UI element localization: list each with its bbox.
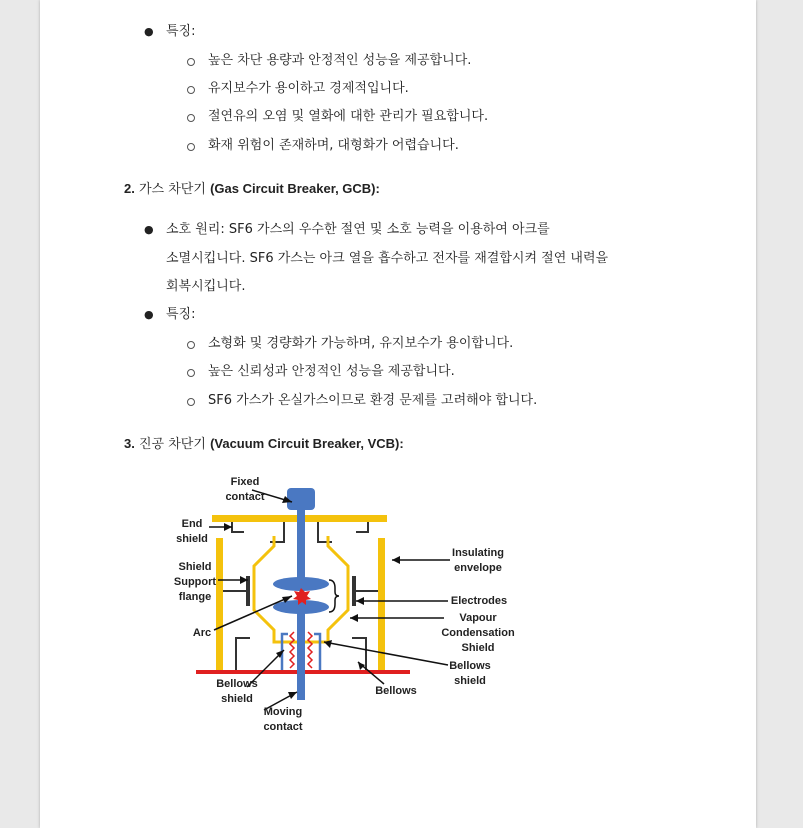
principle-label: 소호 원리: [166, 222, 225, 237]
label-insulating-2: envelope [454, 562, 502, 574]
feature-item: 소형화 및 경량화가 가능하며, 유지보수가 용이합니다. [208, 336, 514, 351]
feature-item: 높은 신뢰성과 안정적인 성능을 제공합니다. [208, 364, 455, 379]
label-vapour-2: Condensation [441, 627, 515, 639]
label-electrodes: Electrodes [450, 595, 508, 607]
inner-shield-left [270, 522, 284, 542]
label-moving-contact-1: Moving [263, 706, 303, 718]
end-shield-left [232, 522, 244, 532]
feature-item: 화재 위험이 존재하며, 대형화가 어렵습니다. [208, 138, 459, 153]
end-shield-right [356, 522, 368, 532]
principle-line: 회복시킵니다. [166, 279, 246, 294]
label-vapour-3: Shield [461, 642, 495, 654]
section-number: 3. [124, 436, 135, 451]
sub-bullet-circle [187, 86, 195, 94]
label-end-shield-2: shield [176, 533, 208, 545]
bullet-dot: ● [144, 25, 154, 38]
section-heading-vcb [124, 435, 404, 454]
principle-line [166, 221, 550, 239]
sub-bullet-circle [187, 398, 195, 406]
section-number: 2. [124, 181, 135, 196]
label-bellows-shield-right-1: Bellows [449, 660, 491, 672]
section-title-ko: 가스 차단기 [138, 182, 206, 197]
fixed-contact-top [287, 488, 315, 510]
label-shield-support-2: Support [173, 576, 217, 588]
sub-bullet-circle [187, 341, 195, 349]
label-arc: Arc [192, 627, 212, 639]
principle-line: 소멸시킵니다. SF6 가스는 아크 열을 흡수하고 전자를 재결합시켜 절연 내력을 [166, 251, 609, 266]
bullet-dot: ● [144, 223, 154, 236]
label-insulating-1: Insulating [452, 547, 504, 559]
feature-item: 절연유의 오염 및 열화에 대한 관리가 필요합니다. [208, 109, 489, 124]
label-vapour-1: Vapour [459, 612, 497, 624]
shield-support-flange-right [352, 576, 356, 606]
label-shield-support-1: Shield [178, 561, 212, 573]
principle-text: SF6 가스의 우수한 절연 및 소호 능력을 이용하여 아크를 [228, 222, 550, 237]
label-end-shield-1: End [181, 518, 203, 530]
insulating-envelope-right [378, 538, 385, 670]
section-title-ko: 진공 차단기 [138, 437, 206, 452]
moving-contact-rod [297, 612, 305, 700]
features-label: 특징: [166, 24, 196, 39]
label-bellows-shield-right-2: shield [454, 675, 486, 687]
fixed-contact-rod [297, 508, 305, 580]
vcb-diagram [132, 470, 515, 740]
bullet-dot: ● [144, 308, 154, 321]
sub-bullet-circle [187, 143, 195, 151]
feature-item: 높은 차단 용량과 안정적인 성능을 제공합니다. [208, 53, 472, 68]
label-bellows-shield-left-1: Bellows [216, 678, 258, 690]
document-page [40, 0, 756, 828]
inner-shield-right [318, 522, 332, 542]
label-bellows-shield-left-2: shield [221, 693, 253, 705]
section-title-en: (Gas Circuit Breaker, GCB): [210, 181, 380, 196]
label-shield-support-3: flange [178, 591, 212, 603]
sub-bullet-circle [187, 369, 195, 377]
section-title-en: (Vacuum Circuit Breaker, VCB): [210, 436, 404, 451]
features-label: 특징: [166, 307, 196, 322]
feature-item: SF6 가스가 온실가스이므로 환경 문제를 고려해야 합니다. [208, 393, 538, 408]
bottom-frame-left [236, 638, 250, 670]
label-fixed-contact-2: contact [225, 491, 265, 503]
label-fixed-contact-1: Fixed [230, 476, 260, 488]
label-bellows: Bellows [375, 685, 417, 697]
feature-item: 유지보수가 용이하고 경제적입니다. [208, 81, 409, 96]
sub-bullet-circle [187, 114, 195, 122]
insulating-envelope-left [216, 538, 223, 670]
section-heading-gcb [124, 180, 380, 199]
label-moving-contact-2: contact [263, 721, 303, 733]
sub-bullet-circle [187, 58, 195, 66]
